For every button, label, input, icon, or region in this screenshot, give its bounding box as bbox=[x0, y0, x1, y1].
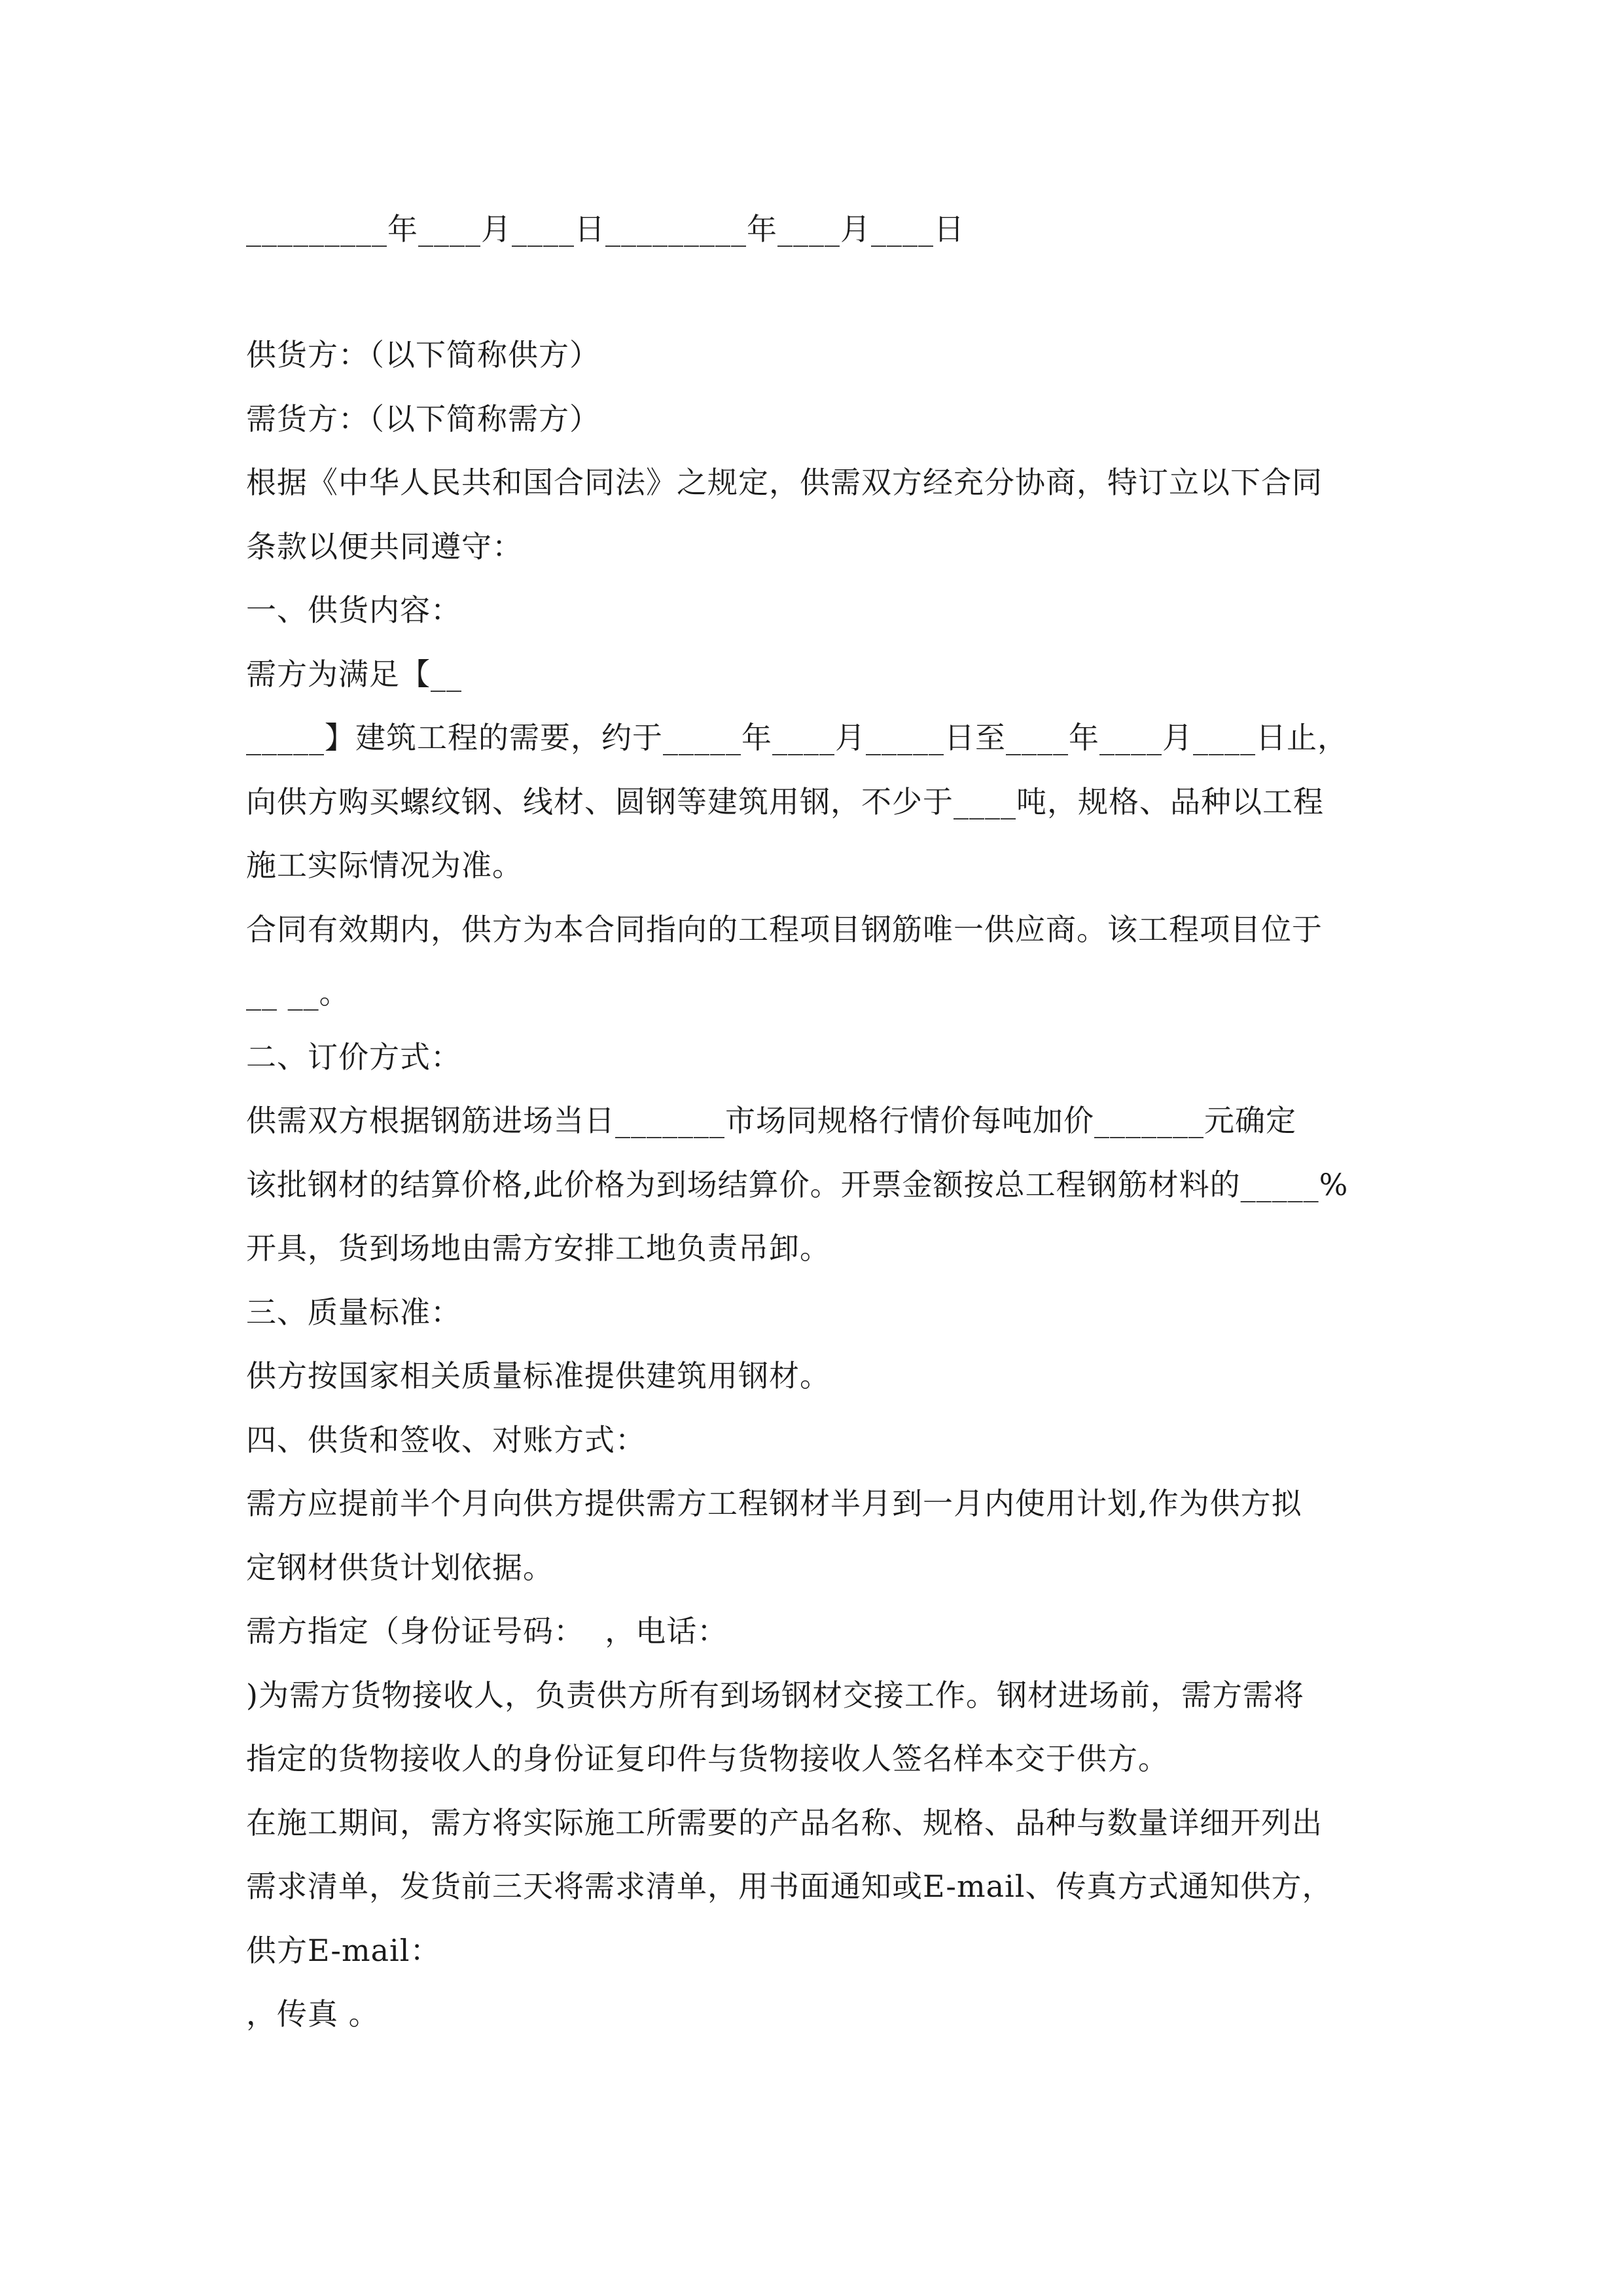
body-line: 需求清单，发货前三天将需求清单，用书面通知或E-mail、传真方式通知供方， bbox=[246, 1869, 1333, 1904]
body-line: 开具，货到场地由需方安排工地负责吊卸。 bbox=[246, 1230, 830, 1266]
body-line: __ __。 bbox=[246, 975, 350, 1011]
body-line: 条款以便共同遵守： bbox=[246, 529, 523, 564]
body-line: 需方指定（身份证号码： ，电话： bbox=[246, 1613, 728, 1649]
body-line: 供方E-mail： bbox=[246, 1933, 441, 1968]
date-line: _________年____月____日_________年____月____日 bbox=[246, 211, 965, 247]
body-line: 施工实际情况为准。 bbox=[246, 848, 523, 883]
buyer-line: 需货方：（以下简称需方） bbox=[246, 401, 600, 437]
body-line: 定钢材供货计划依据。 bbox=[246, 1550, 554, 1585]
body-line: 需方为满足【__ bbox=[246, 656, 462, 692]
body-line: ，传真 。 bbox=[246, 1996, 380, 2032]
body-line: 需方应提前半个月向供方提供需方工程钢材半月到一月内使用计划,作为供方拟 bbox=[246, 1486, 1302, 1521]
body-line: 供方按国家相关质量标准提供建筑用钢材。 bbox=[246, 1358, 830, 1393]
body-line: 供需双方根据钢筋进场当日_______市场同规格行情价每吨加价_______元确定 bbox=[246, 1103, 1296, 1138]
body-line: 该批钢材的结算价格,此价格为到场结算价。开票金额按总工程钢筋材料的_____% bbox=[246, 1167, 1349, 1202]
supplier-line: 供货方：（以下简称供方） bbox=[246, 337, 600, 372]
body-line: 合同有效期内，供方为本合同指向的工程项目钢筋唯一供应商。该工程项目位于 bbox=[246, 912, 1323, 947]
body-line: 根据《中华人民共和国合同法》之规定，供需双方经充分协商，特订立以下合同 bbox=[246, 465, 1323, 500]
section-heading: 四、供货和签收、对账方式： bbox=[246, 1422, 646, 1458]
body-line: )为需方货物接收人，负责供方所有到场钢材交接工作。钢材进场前，需方需将 bbox=[246, 1677, 1304, 1713]
body-line: _____】建筑工程的需要，约于_____年____月_____日至____年____月____日止， bbox=[246, 720, 1348, 755]
section-heading: 二、订价方式： bbox=[246, 1039, 461, 1075]
body-line: 在施工期间，需方将实际施工所需要的产品名称、规格、品种与数量详细开列出 bbox=[246, 1805, 1323, 1840]
section-heading: 三、质量标准： bbox=[246, 1295, 461, 1330]
section-heading: 一、供货内容： bbox=[246, 592, 461, 628]
body-line: 指定的货物接收人的身份证复印件与货物接收人签名样本交于供方。 bbox=[246, 1741, 1169, 1776]
body-line: 向供方购买螺纹钢、线材、圆钢等建筑用钢，不少于____吨，规格、品种以工程 bbox=[246, 784, 1324, 819]
